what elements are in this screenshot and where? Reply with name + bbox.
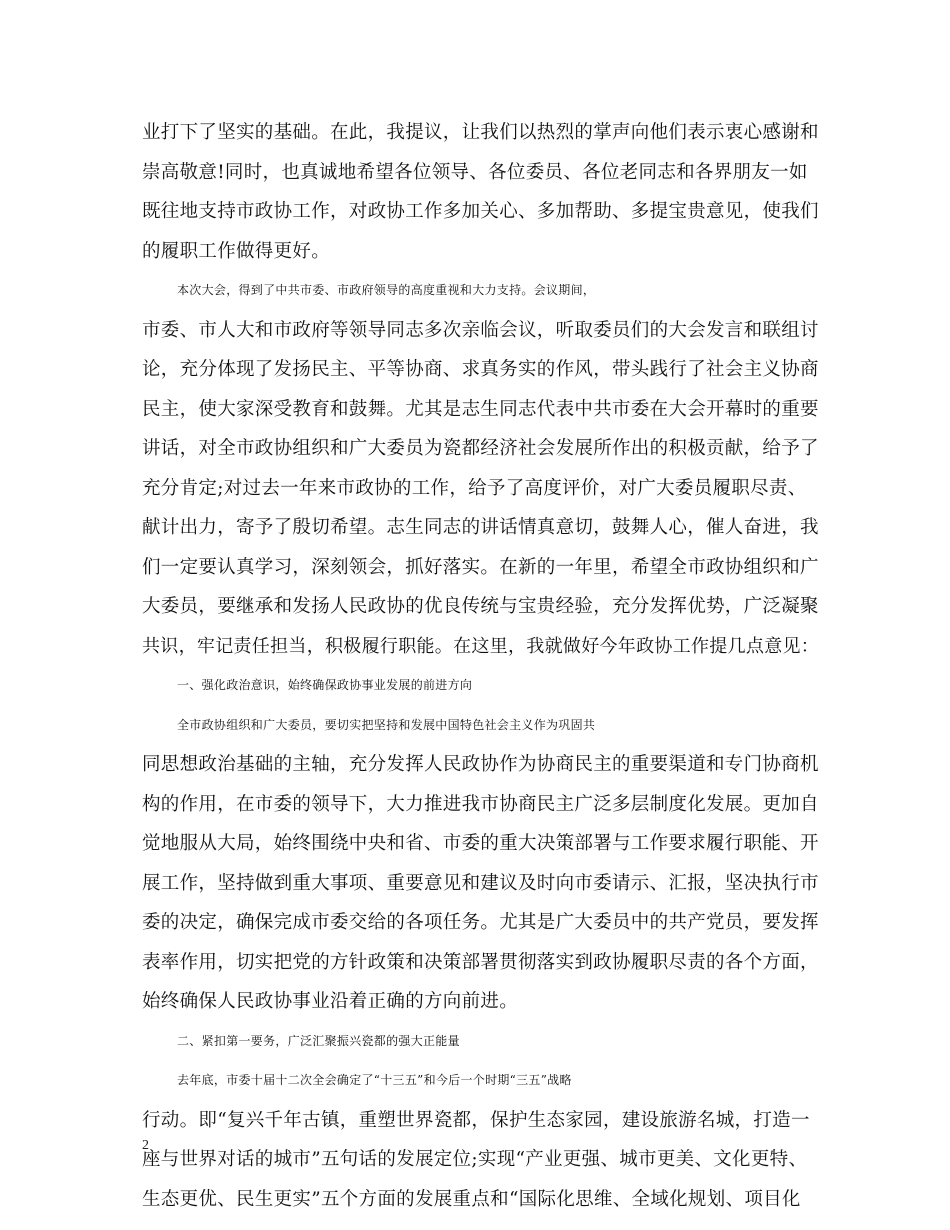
text-line: 全市政协组织和广大委员，要切实把坚持和发展中国特色社会主义作为巩固共 — [177, 717, 596, 732]
text-line: 展工作，坚持做到重大事项、重要意见和建议及时向市委请示、汇报，坚决执行市 — [142, 872, 819, 894]
text-line: 座与世界对话的城市”五句话的发展定位;实现“产业更强、城市更美、文化更特、 — [142, 1149, 808, 1170]
text-line: 业打下了坚实的基础。在此，我提议，让我们以热烈的掌声向他们表示衷心感谢和 — [142, 122, 819, 143]
text-line: 献计出力，寄予了殷切希望。志生同志的讲话情真意切，鼓舞人心，催人奋进，我 — [142, 517, 819, 538]
document-body — [142, 113, 822, 1219]
text-line: 市委、市人大和市政府等领导同志多次亲临会议，听取委员们的大会发言和联组讨 — [142, 319, 819, 341]
text-line: 二、紧扣第一要务，广泛汇聚振兴瓷都的强大正能量 — [177, 1033, 460, 1048]
text-line: 生态更优、民生更实”五个方面的发展重点和“国际化思维、全域化规划、项目化 — [142, 1188, 801, 1210]
text-line: 同思想政治基础的主轴，充分发挥人民政协作为协商民主的重要渠道和专门协商机 — [142, 754, 819, 775]
text-line: 讲话，对全市政协组织和广大委员为瓷都经济社会发展所作出的积极贡献，给予了 — [142, 438, 819, 459]
text-line: 崇高敬意!同时，也真诚地希望各位领导、各位委员、各位老同志和各界朋友一如 — [142, 161, 808, 183]
text-line: 论，充分体现了发扬民主、平等协商、求真务实的作风，带头践行了社会主义协商 — [142, 359, 819, 380]
text-line: 的履职工作做得更好。 — [142, 240, 331, 262]
text-line: 民主，使大家深受教育和鼓舞。尤其是志生同志代表中共市委在大会开幕时的重要 — [142, 398, 819, 420]
text-line: 既往地支持市政协工作，对政协工作多加关心、多加帮助、多提宝贵意见，使我们 — [142, 201, 819, 222]
text-line: 觉地服从大局，始终围绕中央和省、市委的重大决策部署与工作要求履行职能、开 — [142, 833, 819, 854]
text-line: 充分肯定;对过去一年来市政协的工作，给予了高度评价，对广大委员履职尽责、 — [142, 477, 807, 499]
text-line: 构的作用，在市委的领导下，大力推进我市协商民主广泛多层制度化发展。更加自 — [142, 793, 819, 815]
text-line: 始终确保人民政协事业沿着正确的方向前进。 — [142, 991, 519, 1012]
text-line: 本次大会，得到了中共市委、市政府领导的高度重视和大力支持。会议期间， — [177, 283, 596, 297]
text-line: 去年底，市委十届十二次全会确定了“十三五”和今后一个时期“三五”战略 — [177, 1073, 572, 1087]
text-line: 大委员，要继承和发扬人民政协的优良传统与宝贵经验，充分发挥优势，广泛凝聚 — [142, 596, 819, 617]
text-line: 表率作用，切实把党的方针政策和决策部署贯彻落实到政协履职尽责的各个方面， — [142, 951, 819, 973]
text-line: 们一定要认真学习，深刻领会，抓好落实。在新的一年里，希望全市政协组织和广 — [142, 556, 819, 578]
text-line: 委的决定，确保完成市委交给的各项任务。尤其是广大委员中的共产党员，要发挥 — [142, 912, 819, 933]
text-line: 一、强化政治意识，始终确保政协事业发展的前进方向 — [177, 678, 473, 692]
text-line: 行动。即“复兴千年古镇，重塑世界瓷都，保护生态家园，建设旅游名城，打造一 — [142, 1109, 810, 1131]
text-line: 共识，牢记责任担当，积极履行职能。在这里，我就做好今年政协工作提几点意见： — [142, 635, 820, 657]
page-number: 2 — [142, 1138, 149, 1153]
